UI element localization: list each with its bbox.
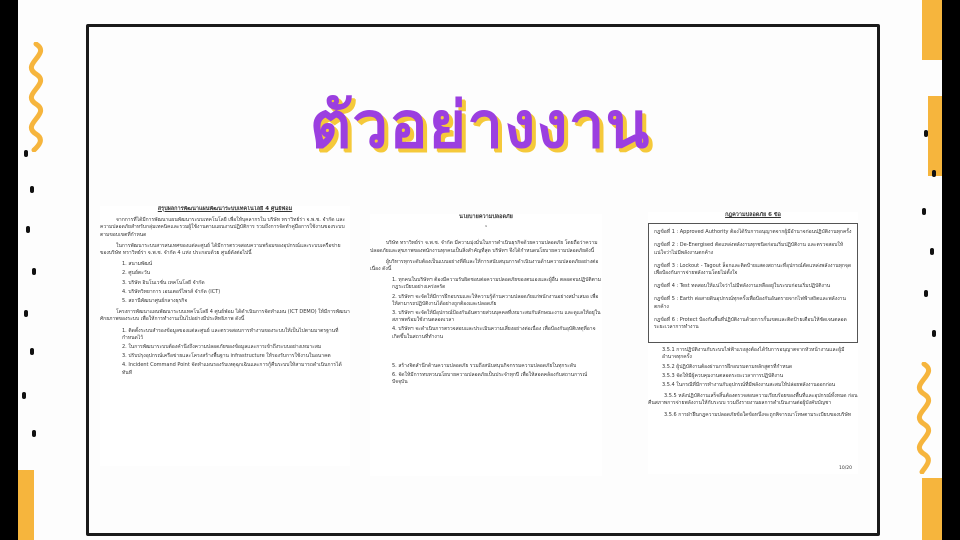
dot-decoration	[924, 290, 928, 297]
document-paragraph: บริษัท ทราวิทย์ร่า จ.พ.ช. จำกัด มีความมุ่งมั่นในการดำเนินธุรกิจด้วยความปลอดภัย โดยถือว่าความปลอดภัยและสุขภาพของพนักงานทุกคนเป็นสิ่งสำคัญที่สุด บริษัทฯ จึงได้กำหนดนโยบายความปลอดภัยดังนี้	[370, 240, 598, 254]
dot-decoration	[922, 208, 926, 215]
dot-decoration	[22, 392, 26, 399]
document-heading: นโยบายความปลอดภัย	[459, 214, 513, 220]
list-item: 4. บริษัทฯ จะดำเนินการตรวจสอบและประเมินความเสี่ยงอย่างต่อเนื่อง เพื่อป้องกันอุบัติเหตุที่อาจเกิดขึ้นในสถานที่ทำงาน	[392, 326, 596, 340]
rule-item: กฎข้อที่ 3 : Lockout - Tagout ล็อกและติดป้ายแสดงสถานะที่อุปกรณ์ตัดแหล่งพลังงานทุกจุดเพื่อป้องกันการจ่ายพลังงานโดยไม่ตั้งใจ	[654, 262, 852, 277]
list-item: 1. ทุกคนในบริษัทฯ ต้องมีความรับผิดชอบต่อความปลอดภัยของตนเองและผู้อื่น ตลอดจนปฏิบัติตามกฎระเบียบอย่างเคร่งครัด	[392, 277, 602, 291]
document-list	[100, 328, 350, 377]
accent-bar-right-top	[922, 0, 942, 60]
list-item: 3.5.1 การปฏิบัติงานกับระบบไฟฟ้าแรงสูงต้องได้รับการอนุญาตจากหัวหน้างานและผู้มีอำนาจทุกครั้ง	[662, 347, 845, 361]
document-preview-safety-rules	[648, 212, 858, 474]
list-item: 1. ติดตั้งระบบสำรองข้อมูลของแต่ละศูนย์ และตรวจสอบการทำงานของระบบให้เป็นไปตามมาตรฐานที่กำหนดไว้	[122, 327, 339, 341]
dot-decoration	[30, 186, 34, 193]
list-item: 3.5.2 ผู้ปฏิบัติงานต้องผ่านการฝึกอบรมตามหลักสูตรที่กำหนด	[662, 363, 793, 370]
document-list	[370, 277, 602, 341]
list-item: 5. สร้างจิตสำนึกด้านความปลอดภัย รวมถึงสนับสนุนกิจกรรมความปลอดภัยในทุกระดับ	[392, 362, 577, 369]
document-paragraph: 3.5.5 หลังปฏิบัติงานเสร็จสิ้นต้องตรวจสอบความเรียบร้อยของพื้นที่และอุปกรณ์ทั้งหมด ก่อนคืนสภาพการจ่ายพลังงานให้กับระบบ รวมถึงรายงานผลการดำเนินงานต่อผู้บังคับบัญชา	[648, 393, 858, 407]
list-item: 1. สนามพัฒน์	[122, 261, 153, 268]
rule-item: กฎข้อที่ 5 : Earth ต่อสายดินอุปกรณ์ทุกครั้งเพื่อป้องกันอันตรายจากไฟฟ้าสถิตและพลังงานตกค้าง	[654, 296, 846, 310]
dot-decoration	[30, 348, 34, 355]
rule-item: กฎข้อที่ 2 : De-Energised ตัดแหล่งพลังงานทุกชนิดก่อนเริ่มปฏิบัติงาน และตรวจสอบให้แน่ใจว่าไม่มีพลังงานตกค้าง	[654, 242, 844, 256]
rules-box	[648, 223, 858, 343]
dot-decoration	[32, 430, 36, 437]
document-list	[648, 347, 858, 389]
list-item: 4. บริษัทวิทยาการ เอนเตอร์ไพรส์ จำกัด (ICT)	[122, 288, 221, 295]
rule-item: กฎข้อที่ 1 : Approved Authority ต้องได้รับการอนุญาตจากผู้มีอำนาจก่อนปฏิบัติงานทุกครั้ง	[654, 229, 852, 236]
accent-bar-right-bottom	[922, 478, 942, 540]
squiggle-decoration-right-bottom	[904, 362, 942, 474]
rule-item: กฎข้อที่ 6 : Protect ป้องกันพื้นที่ปฏิบัติงานด้วยการกั้นเขตและติดป้ายเตือนให้ชัดเจนตลอดระยะเวลาการทำงาน	[654, 316, 847, 331]
rule-item: กฎข้อที่ 4 : Test ทดสอบให้แน่ใจว่าไม่มีพลังงานเหลืออยู่ในระบบก่อนเริ่มปฏิบัติงาน	[654, 283, 831, 290]
document-list	[100, 261, 350, 305]
list-item: 3. ปรับปรุงอุปกรณ์เครือข่ายและโครงสร้างพื้นฐาน infrastructure ให้รองรับการใช้งานในอนาคต	[122, 353, 331, 360]
dot-decoration	[24, 310, 28, 317]
document-paragraph: ในการพัฒนาระบบสารสนเทศของแต่ละศูนย์ ได้มีการตรวจสอบความพร้อมของอุปกรณ์และระบบเครือข่าย ของบริษัท ทราวิทย์ร่า จ.พ.ช. จำกัด 4 แห่ง ประกอบด้วย ศูนย์ดังต่อไปนี้	[100, 242, 341, 257]
slide	[18, 0, 942, 540]
slide-title: ตัวอย่างงาน	[309, 89, 651, 163]
document-paragraph: ผู้บริหารทุกระดับต้องเป็นแบบอย่างที่ดีและให้การสนับสนุนการดำเนินงานด้านความปลอดภัยอย่างต่อเนื่อง ดังนี้	[370, 258, 599, 273]
list-item: 3.5.3 จัดให้มีผู้ควบคุมงานตลอดระยะเวลาการปฏิบัติงาน	[662, 372, 784, 379]
list-item: 2. ในการพัฒนาระบบต้องคำนึงถึงความปลอดภัยของข้อมูลและการเข้าถึงระบบอย่างเหมาะสม	[122, 344, 322, 351]
dot-decoration	[930, 248, 934, 255]
list-item: 4. Incident Command Point จัดทำแผนรองรับเหตุฉุกเฉินและการกู้คืนระบบให้สามารถดำเนินการได้ทันที	[122, 362, 342, 376]
list-item: 3. บริษัท อินโนเวชั่น เทคโนโลยี จำกัด	[122, 279, 205, 286]
document-paragraph: โครงการพัฒนาแผนพัฒนาระบบเทคโนโลยี 4 ศูนย์ฟ่อม ได้ดำเนินการจัดทำแผน (ICT DEMO) ให้มีการพัฒนาศักยภาพของระบบ เพื่อให้การทำงานเป็นไปอย่างมีประสิทธิภาพ ดังนี้	[100, 309, 350, 323]
accent-bar-left-bottom	[18, 470, 34, 540]
list-item: 3. บริษัทฯ จะจัดให้มีอุปกรณ์ป้องกันอันตรายส่วนบุคคลที่เหมาะสมกับลักษณะงาน และดูแลให้อยู่ในสภาพพร้อมใช้งานตลอดเวลา	[392, 310, 601, 324]
dot-decoration	[32, 268, 36, 275]
list-item: 5. สถานีพัฒนาศูนย์กลางธุรกิจ	[122, 298, 188, 305]
dot-decoration	[932, 330, 936, 337]
document-preview-ict-summary	[100, 206, 350, 466]
document-paragraph: จากการที่ได้มีการพัฒนาแผนพัฒนาระบบเทคโนโลยี เพื่อให้บุคลากรใน บริษัท ทราวิทย์ร่า จ.พ.ช. จำกัด และความปลอดภัยสำหรับกลุ่มเทคนิคและรวมผู้ใช้งานตามแผนงานปฏิบัติการ รวมถึงการจัดทำคู่มือการใช้งานของระบบตามขอบเขตที่กำหนด	[100, 217, 346, 238]
page-number: 10/20	[839, 465, 852, 471]
document-subheading: ¹	[484, 225, 487, 232]
document-list	[370, 363, 602, 387]
document-heading: กฎความปลอดภัย 6 ข้อ	[725, 212, 781, 218]
dot-decoration	[26, 226, 30, 233]
list-item: 3.5.4 ในกรณีที่มีการทำงานกับอุปกรณ์ที่มีพลังงานสะสมให้ปล่อยพลังงานออกก่อน	[662, 382, 836, 389]
list-item: 2. บริษัทฯ จะจัดให้มีการฝึกอบรมและให้ความรู้ด้านความปลอดภัยแก่พนักงานอย่างสม่ำเสมอ เพื่อให้สามารถปฏิบัติงานได้อย่างถูกต้องและปลอดภัย	[392, 293, 599, 307]
list-item: 2. ศูนย์ตะวัน	[122, 270, 151, 277]
document-preview-safety-policy	[370, 214, 602, 476]
document-paragraph: 3.5.6 การฝ่าฝืนกฎความปลอดภัยข้อใดข้อหนึ่งจะถูกพิจารณาโทษตามระเบียบของบริษัท	[664, 411, 852, 418]
list-item: 6. จัดให้มีการทบทวนนโยบายความปลอดภัยเป็นประจำทุกปี เพื่อให้สอดคล้องกับสถานการณ์ปัจจุบัน	[392, 372, 588, 386]
document-heading: สรุปผลการพัฒนาแผนพัฒนาระบบเทคโนโลยี 4 ศูนย์ฟ่อม	[157, 206, 293, 212]
